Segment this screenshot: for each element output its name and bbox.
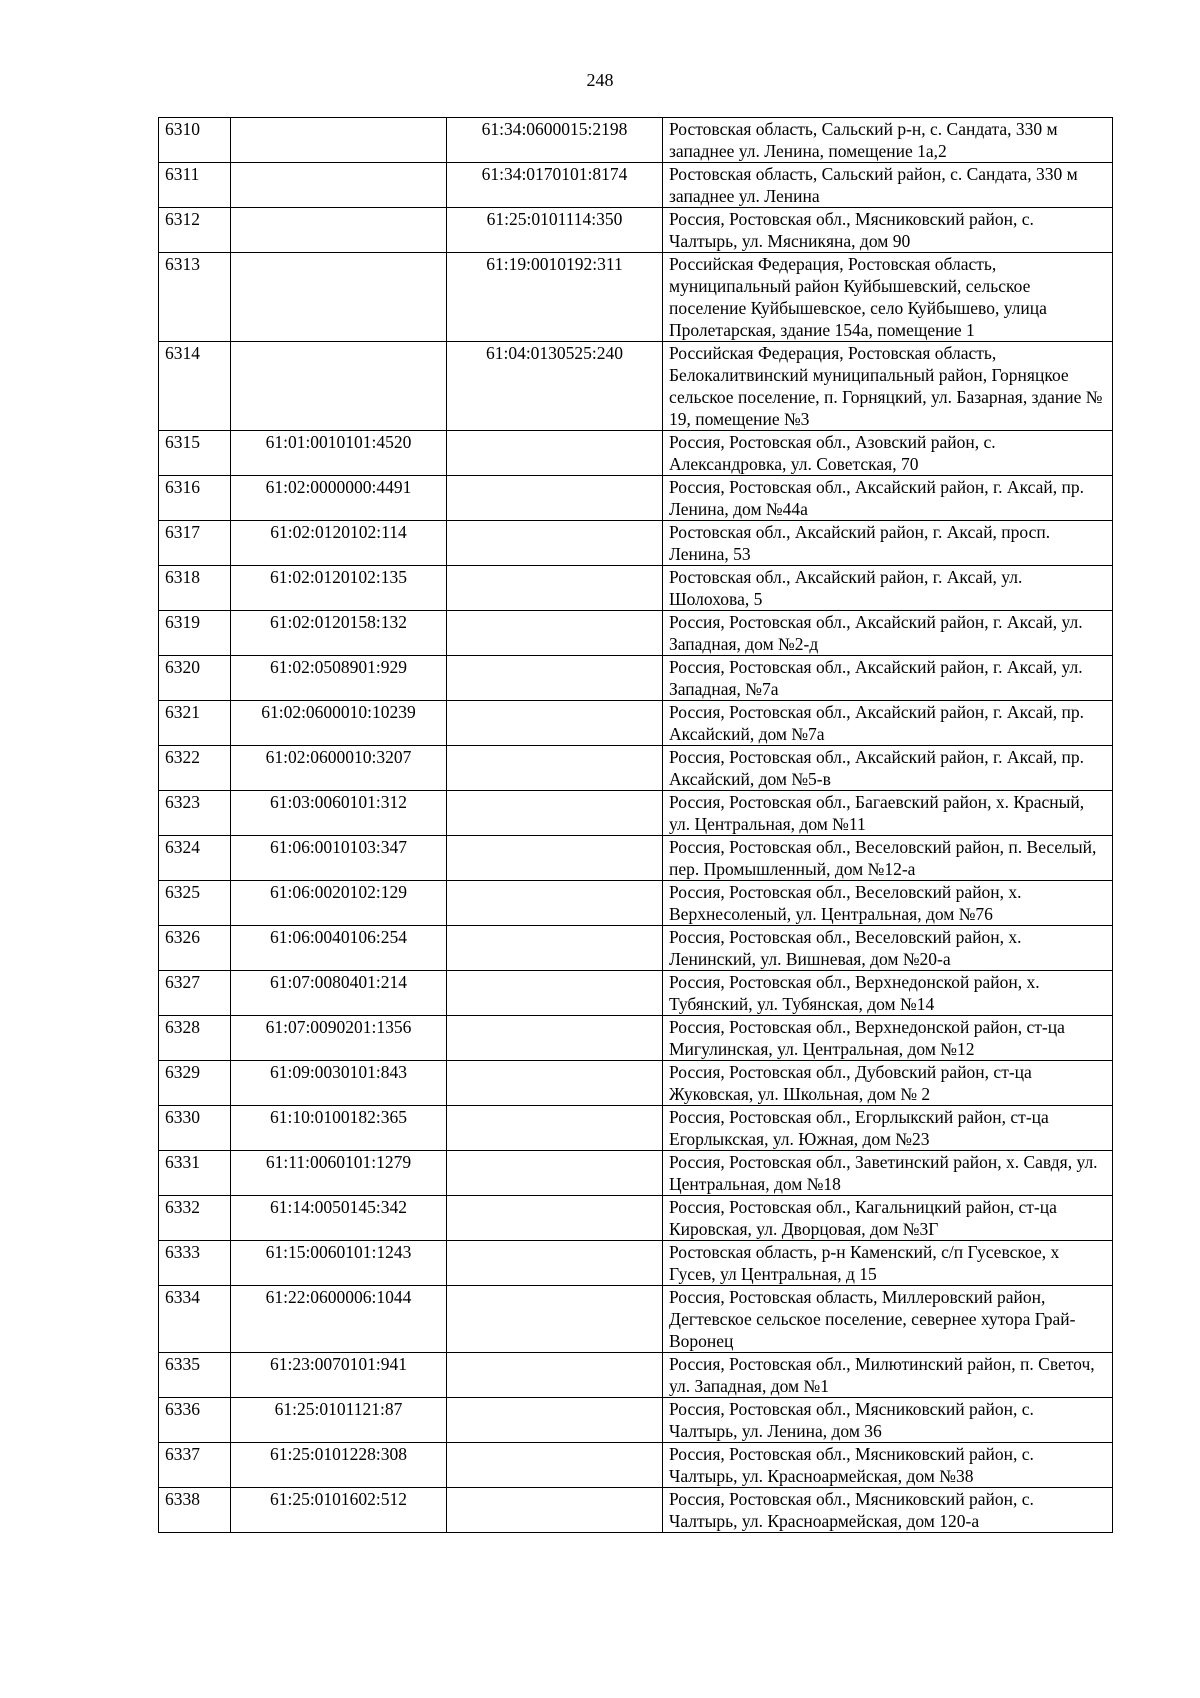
row-number-cell: 6336 <box>159 1398 231 1443</box>
table-row <box>159 926 1113 971</box>
cadastral-number-cell: 61:07:0080401:214 <box>231 971 447 1016</box>
cadastral-number-cell: 61:11:0060101:1279 <box>231 1151 447 1196</box>
cadastral-number-cell: 61:09:0030101:843 <box>231 1061 447 1106</box>
premises-cadastral-number-cell <box>447 791 663 836</box>
premises-cadastral-number-cell <box>447 1196 663 1241</box>
row-number-cell: 6319 <box>159 611 231 656</box>
address-cell: Ростовская обл., Аксайский район, г. Аксай, ул. Шолохова, 5 <box>663 566 1113 611</box>
table-row <box>159 342 1113 431</box>
address-cell: Россия, Ростовская обл., Аксайский район, г. Аксай, пр. Ленина, дом №44а <box>663 476 1113 521</box>
premises-cadastral-number-cell <box>447 656 663 701</box>
cadastral-number-cell: 61:02:0120158:132 <box>231 611 447 656</box>
row-number-cell: 6322 <box>159 746 231 791</box>
premises-cadastral-number-cell <box>447 1443 663 1488</box>
cadastral-number-cell: 61:03:0060101:312 <box>231 791 447 836</box>
premises-cadastral-number-cell <box>447 1106 663 1151</box>
premises-cadastral-number-cell <box>447 701 663 746</box>
premises-cadastral-number-cell: 61:04:0130525:240 <box>447 342 663 431</box>
cadastral-number-cell <box>231 118 447 163</box>
address-cell: Россия, Ростовская обл., Аксайский район, г. Аксай, ул. Западная, дом №2-д <box>663 611 1113 656</box>
premises-cadastral-number-cell: 61:34:0600015:2198 <box>447 118 663 163</box>
address-cell: Россия, Ростовская обл., Аксайский район, г. Аксай, ул. Западная, №7а <box>663 656 1113 701</box>
address-cell: Россия, Ростовская обл., Мясниковский район, с. Чалтырь, ул. Мясникяна, дом 90 <box>663 208 1113 253</box>
table-row <box>159 253 1113 342</box>
cadastral-number-cell: 61:10:0100182:365 <box>231 1106 447 1151</box>
row-number-cell: 6330 <box>159 1106 231 1151</box>
address-cell: Россия, Ростовская обл., Аксайский район, г. Аксай, пр. Аксайский, дом №5-в <box>663 746 1113 791</box>
row-number-cell: 6329 <box>159 1061 231 1106</box>
table-row <box>159 1196 1113 1241</box>
premises-cadastral-number-cell <box>447 1488 663 1533</box>
premises-cadastral-number-cell <box>447 431 663 476</box>
table-row <box>159 971 1113 1016</box>
row-number-cell: 6314 <box>159 342 231 431</box>
table-row <box>159 1398 1113 1443</box>
table-row <box>159 476 1113 521</box>
premises-cadastral-number-cell <box>447 476 663 521</box>
premises-cadastral-number-cell <box>447 836 663 881</box>
row-number-cell: 6316 <box>159 476 231 521</box>
table-row <box>159 1241 1113 1286</box>
row-number-cell: 6331 <box>159 1151 231 1196</box>
row-number-cell: 6321 <box>159 701 231 746</box>
row-number-cell: 6335 <box>159 1353 231 1398</box>
cadastral-number-cell: 61:02:0120102:114 <box>231 521 447 566</box>
table-row <box>159 1443 1113 1488</box>
row-number-cell: 6315 <box>159 431 231 476</box>
cadastral-number-cell: 61:02:0600010:3207 <box>231 746 447 791</box>
cadastral-number-cell: 61:06:0040106:254 <box>231 926 447 971</box>
premises-cadastral-number-cell <box>447 566 663 611</box>
premises-cadastral-number-cell <box>447 1016 663 1061</box>
address-cell: Россия, Ростовская обл., Милютинский район, п. Светоч, ул. Западная, дом №1 <box>663 1353 1113 1398</box>
row-number-cell: 6327 <box>159 971 231 1016</box>
row-number-cell: 6320 <box>159 656 231 701</box>
cadastral-number-cell: 61:25:0101121:87 <box>231 1398 447 1443</box>
cadastral-number-cell: 61:14:0050145:342 <box>231 1196 447 1241</box>
premises-cadastral-number-cell <box>447 881 663 926</box>
cadastral-number-cell: 61:25:0101228:308 <box>231 1443 447 1488</box>
row-number-cell: 6318 <box>159 566 231 611</box>
premises-cadastral-number-cell <box>447 1151 663 1196</box>
table-row <box>159 1061 1113 1106</box>
row-number-cell: 6324 <box>159 836 231 881</box>
premises-cadastral-number-cell <box>447 1286 663 1353</box>
row-number-cell: 6337 <box>159 1443 231 1488</box>
row-number-cell: 6334 <box>159 1286 231 1353</box>
row-number-cell: 6310 <box>159 118 231 163</box>
table-row <box>159 163 1113 208</box>
table-row <box>159 1353 1113 1398</box>
table-row <box>159 1106 1113 1151</box>
cadastral-number-cell: 61:01:0010101:4520 <box>231 431 447 476</box>
cadastral-number-cell: 61:15:0060101:1243 <box>231 1241 447 1286</box>
cadastral-number-cell <box>231 208 447 253</box>
address-cell: Россия, Ростовская обл., Веселовский район, х. Верхнесоленый, ул. Центральная, дом №76 <box>663 881 1113 926</box>
table-row <box>159 836 1113 881</box>
address-cell: Россия, Ростовская обл., Мясниковский район, с. Чалтырь, ул. Ленина, дом 36 <box>663 1398 1113 1443</box>
cadastral-number-cell <box>231 253 447 342</box>
cadastral-number-cell: 61:07:0090201:1356 <box>231 1016 447 1061</box>
table-row <box>159 566 1113 611</box>
table-row <box>159 208 1113 253</box>
cadastral-number-cell: 61:22:0600006:1044 <box>231 1286 447 1353</box>
premises-cadastral-number-cell <box>447 1241 663 1286</box>
table-row <box>159 701 1113 746</box>
address-cell: Ростовская обл., Аксайский район, г. Аксай, просп. Ленина, 53 <box>663 521 1113 566</box>
row-number-cell: 6311 <box>159 163 231 208</box>
row-number-cell: 6312 <box>159 208 231 253</box>
table-row <box>159 656 1113 701</box>
premises-cadastral-number-cell <box>447 746 663 791</box>
row-number-cell: 6326 <box>159 926 231 971</box>
row-number-cell: 6333 <box>159 1241 231 1286</box>
page-number: 248 <box>586 70 614 90</box>
address-cell: Россия, Ростовская обл., Веселовский район, х. Ленинский, ул. Вишневая, дом №20-а <box>663 926 1113 971</box>
table-row <box>159 881 1113 926</box>
table-row <box>159 118 1113 163</box>
table-row <box>159 1016 1113 1061</box>
premises-cadastral-number-cell: 61:19:0010192:311 <box>447 253 663 342</box>
premises-cadastral-number-cell: 61:34:0170101:8174 <box>447 163 663 208</box>
table-row <box>159 1286 1113 1353</box>
premises-cadastral-number-cell <box>447 521 663 566</box>
premises-cadastral-number-cell <box>447 1353 663 1398</box>
cadastral-number-cell <box>231 342 447 431</box>
address-cell: Россия, Ростовская обл., Верхнедонской район, х. Тубянский, ул. Тубянская, дом №14 <box>663 971 1113 1016</box>
cadastral-number-cell: 61:06:0010103:347 <box>231 836 447 881</box>
cadastral-number-cell: 61:02:0120102:135 <box>231 566 447 611</box>
cadastral-number-cell: 61:06:0020102:129 <box>231 881 447 926</box>
cadastral-number-cell: 61:02:0000000:4491 <box>231 476 447 521</box>
premises-cadastral-number-cell <box>447 971 663 1016</box>
address-cell: Россия, Ростовская обл., Багаевский район, х. Красный, ул. Центральная, дом №11 <box>663 791 1113 836</box>
row-number-cell: 6317 <box>159 521 231 566</box>
premises-cadastral-number-cell: 61:25:0101114:350 <box>447 208 663 253</box>
cadastral-number-cell: 61:02:0600010:10239 <box>231 701 447 746</box>
address-cell: Российская Федерация, Ростовская область, Белокалитвинский муниципальный район, Горняцкое сельское поселение, п. Горняцкий, ул. Базарная, здание № 19, помещение №3 <box>663 342 1113 431</box>
row-number-cell: 6332 <box>159 1196 231 1241</box>
cadastral-number-cell: 61:02:0508901:929 <box>231 656 447 701</box>
address-cell: Россия, Ростовская обл., Веселовский район, п. Веселый, пер. Промышленный, дом №12-а <box>663 836 1113 881</box>
table-row <box>159 1488 1113 1533</box>
table-row <box>159 791 1113 836</box>
cadastral-number-cell <box>231 163 447 208</box>
address-cell: Ростовская область, Сальский р-н, с. Сандата, 330 м западнее ул. Ленина, помещение 1а,2 <box>663 118 1113 163</box>
table-row <box>159 431 1113 476</box>
premises-cadastral-number-cell <box>447 611 663 656</box>
row-number-cell: 6325 <box>159 881 231 926</box>
row-number-cell: 6323 <box>159 791 231 836</box>
premises-cadastral-number-cell <box>447 1398 663 1443</box>
table-row <box>159 746 1113 791</box>
address-cell: Россия, Ростовская обл., Верхнедонской район, ст-ца Мигулинская, ул. Центральная, дом №12 <box>663 1016 1113 1061</box>
address-cell: Россия, Ростовская обл., Заветинский район, х. Савдя, ул. Центральная, дом №18 <box>663 1151 1113 1196</box>
address-cell: Россия, Ростовская обл., Аксайский район, г. Аксай, пр. Аксайский, дом №7а <box>663 701 1113 746</box>
address-cell: Россия, Ростовская обл., Дубовский район, ст-ца Жуковская, ул. Школьная, дом № 2 <box>663 1061 1113 1106</box>
cadastral-number-cell: 61:23:0070101:941 <box>231 1353 447 1398</box>
row-number-cell: 6338 <box>159 1488 231 1533</box>
address-cell: Ростовская область, Сальский район, с. Сандата, 330 м западнее ул. Ленина <box>663 163 1113 208</box>
registry-table <box>158 117 1113 1533</box>
row-number-cell: 6313 <box>159 253 231 342</box>
premises-cadastral-number-cell <box>447 1061 663 1106</box>
cadastral-number-cell: 61:25:0101602:512 <box>231 1488 447 1533</box>
registry-table-body <box>159 118 1113 1533</box>
address-cell: Россия, Ростовская обл., Азовский район, с. Александровка, ул. Советская, 70 <box>663 431 1113 476</box>
premises-cadastral-number-cell <box>447 926 663 971</box>
address-cell: Россия, Ростовская область, Миллеровский район, Дегтевское сельское поселение, севернее хутора Грай-Воронец <box>663 1286 1113 1353</box>
address-cell: Россия, Ростовская обл., Мясниковский район, с. Чалтырь, ул. Красноармейская, дом №38 <box>663 1443 1113 1488</box>
table-row <box>159 1151 1113 1196</box>
row-number-cell: 6328 <box>159 1016 231 1061</box>
address-cell: Ростовская область, р-н Каменский, с/п Гусевское, х Гусев, ул Центральная, д 15 <box>663 1241 1113 1286</box>
address-cell: Россия, Ростовская обл., Мясниковский район, с. Чалтырь, ул. Красноармейская, дом 120-а <box>663 1488 1113 1533</box>
address-cell: Россия, Ростовская обл., Егорлыкский район, ст-ца Егорлыкская, ул. Южная, дом №23 <box>663 1106 1113 1151</box>
table-row <box>159 521 1113 566</box>
address-cell: Россия, Ростовская обл., Кагальницкий район, ст-ца Кировская, ул. Дворцовая, дом №3Г <box>663 1196 1113 1241</box>
table-row <box>159 611 1113 656</box>
address-cell: Российская Федерация, Ростовская область, муниципальный район Куйбышевский, сельское поселение Куйбышевское, село Куйбышево, улица Пролетарская, здание 154а, помещение 1 <box>663 253 1113 342</box>
